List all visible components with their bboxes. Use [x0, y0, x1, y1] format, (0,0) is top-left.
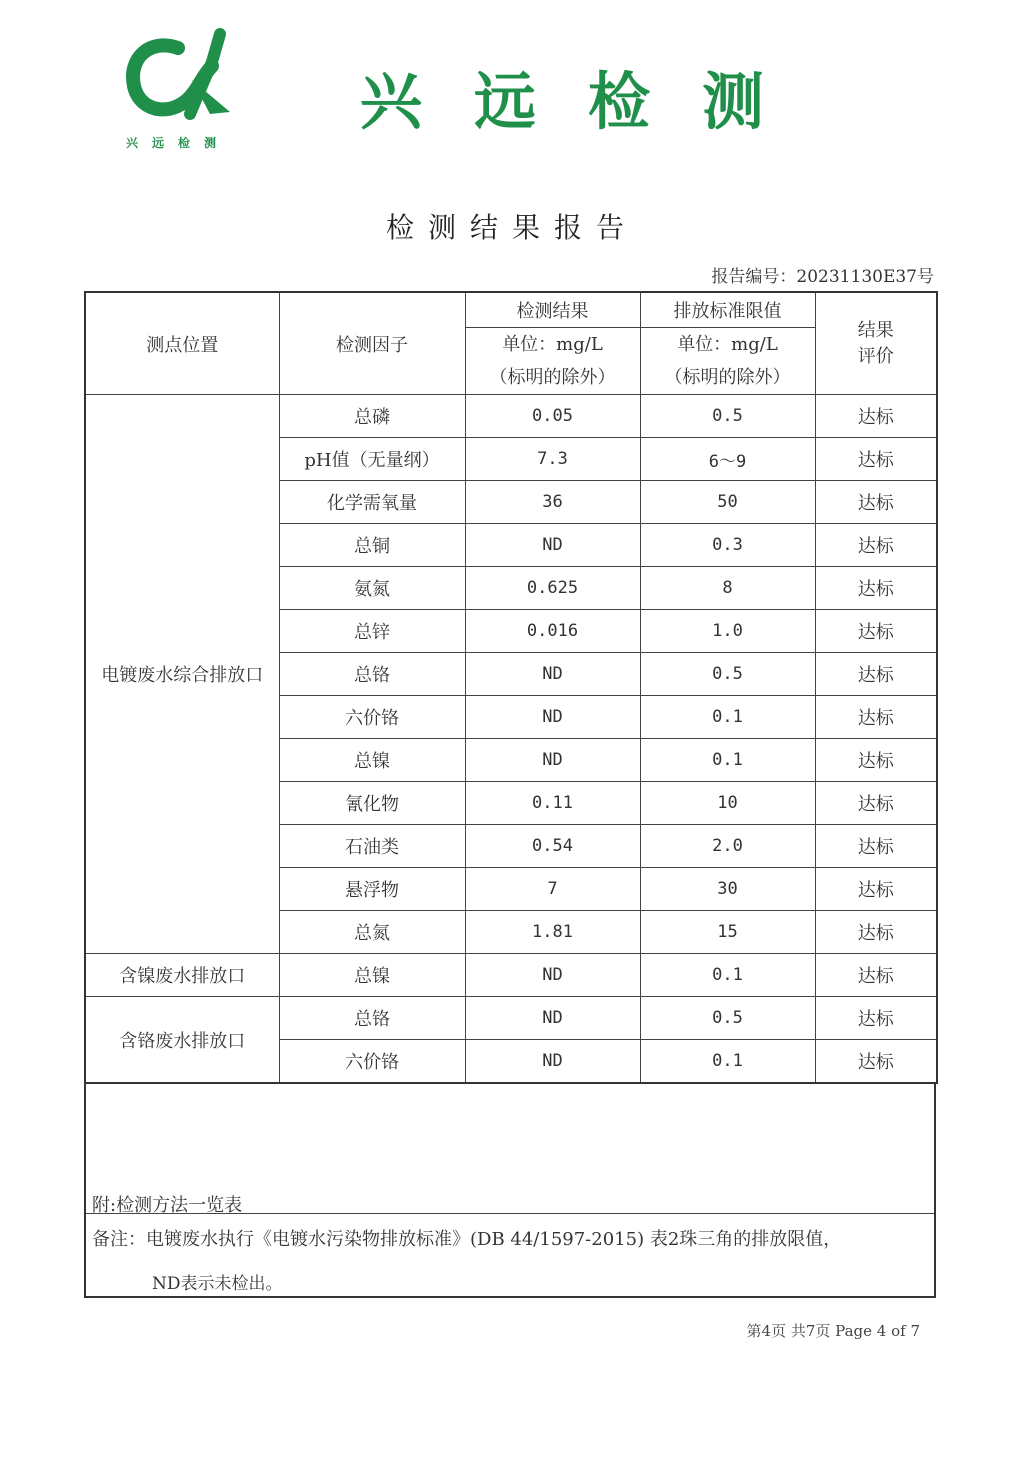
page-number: 第4页 共7页 Page 4 of 7	[746, 1322, 920, 1340]
limit-cell: 15	[640, 911, 815, 954]
limit-cell: 6～9	[640, 438, 815, 481]
location-cell: 含铬废水排放口	[85, 997, 279, 1084]
factor-cell: 六价铬	[279, 1040, 465, 1084]
brand-name: 兴远检测	[360, 65, 817, 138]
location-cell: 电镀废水综合排放口	[85, 395, 279, 954]
limit-cell: 0.3	[640, 524, 815, 567]
header-result: 检测结果	[465, 292, 640, 328]
remark-note-nd: ND表示未检出。	[152, 1274, 283, 1294]
eval-cell: 达标	[815, 696, 937, 739]
location-cell: 含镍废水排放口	[85, 954, 279, 997]
eval-cell: 达标	[815, 481, 937, 524]
result-cell: 0.625	[465, 567, 640, 610]
result-unit-note	[465, 361, 640, 395]
report-number: 报告编号：20231130E37号	[711, 267, 934, 287]
limit-unit-line2: （标明的除外）	[664, 366, 791, 388]
attachment-note: 附:检测方法一览表	[92, 1195, 243, 1216]
limit-cell: 0.5	[640, 997, 815, 1040]
result-cell: 36	[465, 481, 640, 524]
table-row	[85, 954, 937, 997]
factor-cell: 总镍	[279, 739, 465, 782]
header-eval	[815, 292, 937, 395]
eval-cell: 达标	[815, 395, 937, 438]
limit-cell: 0.5	[640, 653, 815, 696]
limit-cell: 30	[640, 868, 815, 911]
eval-cell: 达标	[815, 911, 937, 954]
result-unit-line1: 单位：mg/L	[502, 333, 603, 355]
factor-cell: 总锌	[279, 610, 465, 653]
limit-cell: 0.1	[640, 1040, 815, 1084]
results-table	[84, 291, 938, 1084]
remark-note: 备注：电镀废水执行《电镀水污染物排放标准》(DB 44/1597-2015) 表2珠三角的排放限值，	[92, 1229, 842, 1250]
eval-cell: 达标	[815, 868, 937, 911]
limit-cell: 10	[640, 782, 815, 825]
factor-cell: 悬浮物	[279, 868, 465, 911]
limit-cell: 0.1	[640, 696, 815, 739]
eval-cell: 达标	[815, 653, 937, 696]
header-limit: 排放标准限值	[640, 292, 815, 328]
result-cell: 0.016	[465, 610, 640, 653]
eval-cell: 达标	[815, 997, 937, 1040]
eval-cell: 达标	[815, 610, 937, 653]
eval-cell: 达标	[815, 739, 937, 782]
limit-cell: 0.5	[640, 395, 815, 438]
result-cell: ND	[465, 524, 640, 567]
factor-cell: 总氮	[279, 911, 465, 954]
factor-cell: 石油类	[279, 825, 465, 868]
result-cell: ND	[465, 1040, 640, 1084]
eval-cell: 达标	[815, 524, 937, 567]
footer-notes	[84, 1083, 936, 1298]
result-unit	[465, 328, 640, 362]
result-cell: 1.81	[465, 911, 640, 954]
limit-cell: 0.1	[640, 739, 815, 782]
result-cell: 7.3	[465, 438, 640, 481]
factor-cell: 总镍	[279, 954, 465, 997]
limit-cell: 0.1	[640, 954, 815, 997]
limit-unit-line1: 单位：mg/L	[677, 333, 778, 355]
limit-cell: 8	[640, 567, 815, 610]
result-unit-line2: （标明的除外）	[489, 366, 616, 388]
limit-cell: 2.0	[640, 825, 815, 868]
result-cell: ND	[465, 653, 640, 696]
result-cell: 0.54	[465, 825, 640, 868]
table-row	[85, 395, 937, 438]
eval-cell: 达标	[815, 782, 937, 825]
table-row	[85, 997, 937, 1040]
header-eval-label: 结果评价	[857, 319, 894, 367]
factor-cell: 总铬	[279, 653, 465, 696]
logo-caption: 兴远检测	[126, 136, 231, 150]
factor-cell: 化学需氧量	[279, 481, 465, 524]
header-factor: 检测因子	[279, 292, 465, 395]
factor-cell: 总铬	[279, 997, 465, 1040]
result-cell: ND	[465, 997, 640, 1040]
limit-unit-note	[640, 361, 815, 395]
eval-cell: 达标	[815, 1040, 937, 1084]
eval-cell: 达标	[815, 567, 937, 610]
eval-cell: 达标	[815, 438, 937, 481]
company-logo-icon	[120, 28, 240, 128]
footer-divider	[86, 1213, 934, 1214]
result-cell: 0.11	[465, 782, 640, 825]
factor-cell: 总铜	[279, 524, 465, 567]
factor-cell: 氨氮	[279, 567, 465, 610]
result-cell: ND	[465, 739, 640, 782]
result-cell: ND	[465, 954, 640, 997]
page-title: 检测结果报告	[385, 211, 638, 244]
header-location: 测点位置	[85, 292, 279, 395]
eval-cell: 达标	[815, 825, 937, 868]
factor-cell: 总磷	[279, 395, 465, 438]
result-cell: 7	[465, 868, 640, 911]
limit-cell: 50	[640, 481, 815, 524]
limit-cell: 1.0	[640, 610, 815, 653]
limit-unit	[640, 328, 815, 362]
eval-cell: 达标	[815, 954, 937, 997]
result-cell: ND	[465, 696, 640, 739]
factor-cell: 氰化物	[279, 782, 465, 825]
factor-cell: 六价铬	[279, 696, 465, 739]
factor-cell: pH值（无量纲）	[279, 438, 465, 481]
result-cell: 0.05	[465, 395, 640, 438]
